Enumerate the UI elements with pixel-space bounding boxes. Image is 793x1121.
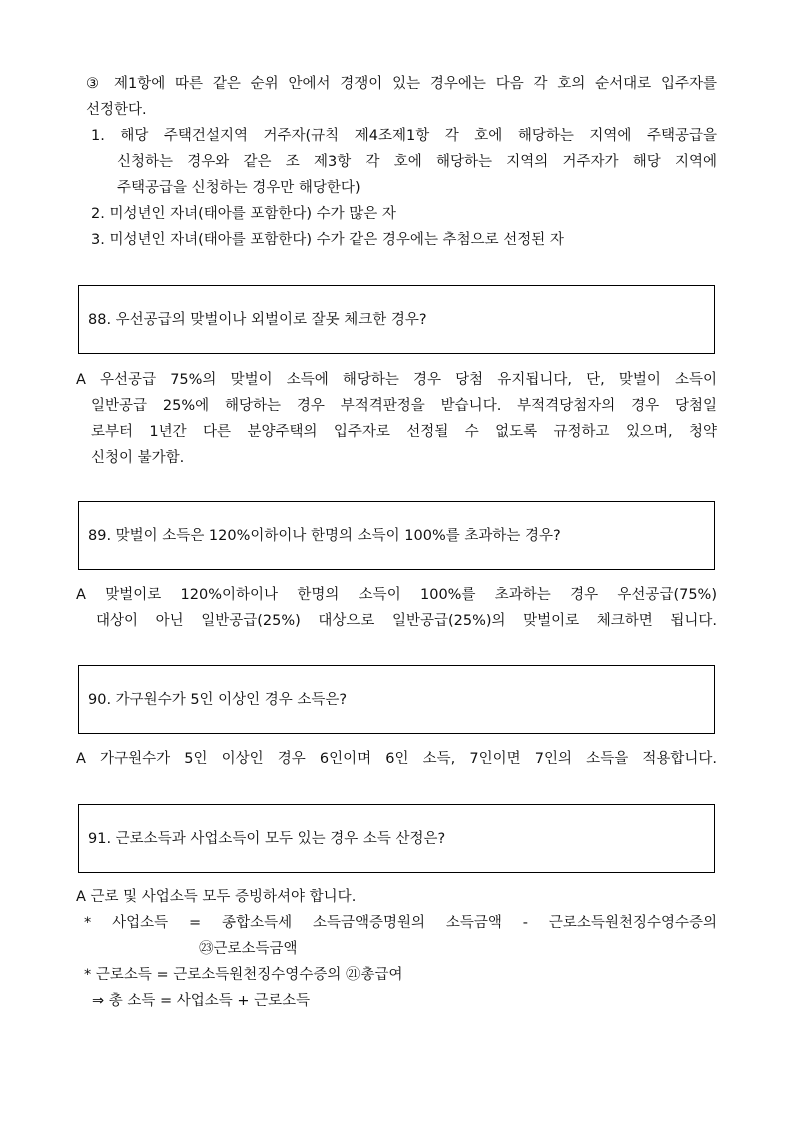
intro-item-3: 3. 미성년인 자녀(태아를 포함한다) 수가 같은 경우에는 추첨으로 선정된 자 (91, 232, 564, 248)
question-91-text: 91. 근로소득과 사업소득이 모두 있는 경우 소득 산정은? (88, 831, 446, 847)
answer-91-bullet-1-cont: ㉓근로소득금액 (199, 941, 298, 957)
question-box-88 (78, 285, 715, 354)
question-89-text: 89. 맞벌이 소득은 120%이하이나 한명의 소득이 100%를 초과하는 경우? (88, 528, 561, 544)
answer-91-bullet-1: * 사업소득 = 종합소득세 소득금액증명원의 소득금액 - 근로소득원천징수영수증의 (84, 915, 717, 931)
question-88-text: 88. 우선공급의 맞벌이나 외벌이로 잘못 체크한 경우? (88, 312, 427, 328)
intro-paragraph-line: 선정한다. (86, 102, 147, 118)
answer-91-line: A 근로 및 사업소득 모두 증빙하셔야 합니다. (76, 889, 357, 905)
answer-90-line: A 가구원수가 5인 이상인 경우 6인이며 6인 소득, 7인이면 7인의 소득을 적용합니다. (76, 751, 717, 767)
answer-89-line: 대상이 아닌 일반공급(25%) 대상으로 일반공급(25%)의 맞벌이로 체크하면 됩니다. (96, 613, 717, 629)
intro-item-2: 2. 미성년인 자녀(태아를 포함한다) 수가 많은 자 (91, 206, 396, 222)
intro-item-1-line: 1. 해당 주택건설지역 거주자(규칙 제4조제1항 각 호에 해당하는 지역에 주택공급을 (91, 128, 717, 144)
answer-91-total: ⇒ 총 소득 = 사업소득 + 근로소득 (92, 993, 311, 1009)
intro-item-1-line: 주택공급을 신청하는 경우만 해당한다) (117, 180, 361, 196)
question-box-90 (78, 665, 715, 734)
answer-88-line: A 우선공급 75%의 맞벌이 소득에 해당하는 경우 당첨 유지됩니다, 단, 맞벌이 소득이 (76, 372, 717, 388)
intro-item-1-line: 신청하는 경우와 같은 조 제3항 각 호에 해당하는 지역의 거주자가 해당 지역에 (117, 154, 717, 170)
question-box-89 (78, 501, 715, 570)
answer-91-bullet-2: * 근로소득 = 근로소득원천징수영수증의 ㉑총급여 (84, 967, 403, 983)
answer-88-line: 로부터 1년간 다른 분양주택의 입주자로 선정될 수 없도록 규정하고 있으며, 청약 (91, 424, 717, 440)
answer-88-line: 일반공급 25%에 해당하는 경우 부적격판정을 받습니다. 부적격당첨자의 경우 당첨일 (91, 398, 717, 414)
intro-paragraph-line: ③ 제1항에 따른 같은 순위 안에서 경쟁이 있는 경우에는 다음 각 호의 순서대로 입주자를 (86, 76, 717, 92)
answer-88-line: 신청이 불가함. (91, 450, 185, 466)
question-box-91 (78, 804, 715, 873)
question-90-text: 90. 가구원수가 5인 이상인 경우 소득은? (88, 692, 348, 708)
answer-89-line: A 맞벌이로 120%이하이나 한명의 소득이 100%를 초과하는 경우 우선공급(75%) (76, 587, 717, 603)
